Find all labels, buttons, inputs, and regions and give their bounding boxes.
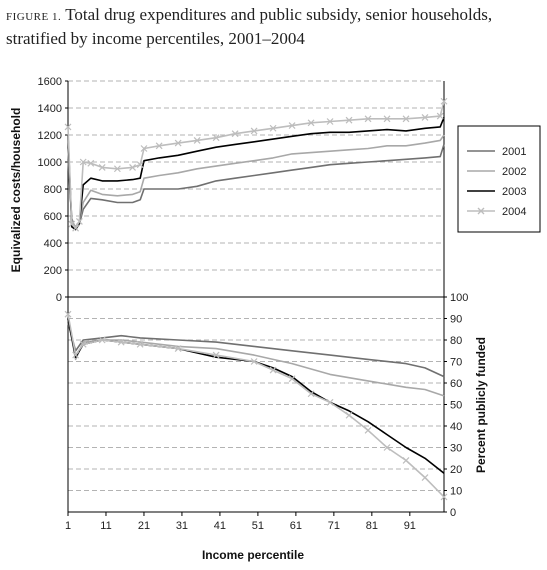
- legend-label-2004: 2004: [502, 206, 527, 218]
- y-tick-label: 90: [450, 313, 463, 326]
- legend-label-2002: 2002: [502, 166, 527, 178]
- series-line-2002-bottom: [68, 319, 444, 396]
- legend: [458, 126, 540, 232]
- y-tick-label: 80: [450, 335, 463, 347]
- point-marker-2004: [403, 457, 409, 463]
- figure-label: FIGURE 1.: [6, 11, 62, 23]
- x-tick-label: 71: [327, 520, 340, 532]
- y-tick-label: 10: [450, 485, 463, 498]
- figure-title: Total drug expenditures and public subsidy, senior households, stratified by income percentiles, 2001–2004: [6, 5, 493, 48]
- series-line-2001-top: [68, 144, 444, 229]
- y-tick-label: 1400: [37, 103, 62, 115]
- x-tick-label: 61: [289, 520, 303, 532]
- y-tick-label: 400: [43, 238, 62, 250]
- x-tick-label: 1: [64, 520, 72, 532]
- legend-label-2003: 2003: [502, 186, 527, 198]
- x-tick-label: 91: [403, 520, 416, 532]
- top-y-axis-title: Equivalized costs/household: [9, 107, 23, 273]
- y-tick-label: 1000: [37, 157, 62, 169]
- series-line-2001-bottom: [68, 323, 444, 377]
- y-tick-label: 200: [43, 265, 62, 277]
- x-tick-label: 81: [365, 520, 378, 532]
- y-tick-label: 40: [450, 421, 463, 433]
- y-tick-label: 0: [55, 292, 62, 304]
- bottom-y-axis-title: Percent publicly funded: [474, 336, 488, 474]
- series-line-2004-top: [68, 101, 444, 228]
- point-marker-2004: [422, 475, 428, 481]
- x-tick-label: 41: [213, 520, 227, 532]
- legend-box: [458, 126, 540, 232]
- point-marker-2004: [346, 412, 352, 418]
- y-tick-label: 70: [450, 356, 463, 369]
- series-line-2003-top: [68, 117, 444, 229]
- series-line-2004-bottom: [68, 314, 444, 497]
- y-tick-label: 30: [450, 442, 463, 455]
- y-tick-label: 1600: [37, 76, 62, 88]
- y-tick-label: 0: [450, 507, 457, 519]
- x-tick-label: 31: [175, 520, 189, 532]
- x-axis-title: Income percentile: [201, 548, 305, 562]
- point-marker-2004: [327, 399, 333, 405]
- y-tick-label: 60: [450, 378, 463, 390]
- y-tick-label: 1200: [37, 130, 62, 142]
- x-tick-label: 21: [137, 520, 151, 532]
- y-tick-label: 20: [450, 464, 463, 476]
- tick-labels: [38, 76, 469, 532]
- legend-label-2001: 2001: [502, 146, 527, 158]
- series-lines: [65, 98, 447, 500]
- y-tick-label: 800: [43, 184, 62, 196]
- point-marker-2004: [365, 427, 371, 433]
- x-tick-label: 51: [251, 520, 265, 532]
- y-tick-label: 600: [43, 211, 62, 223]
- x-tick-label: 11: [100, 520, 112, 532]
- y-tick-label: 50: [450, 399, 463, 412]
- y-tick-label: 100: [450, 292, 469, 304]
